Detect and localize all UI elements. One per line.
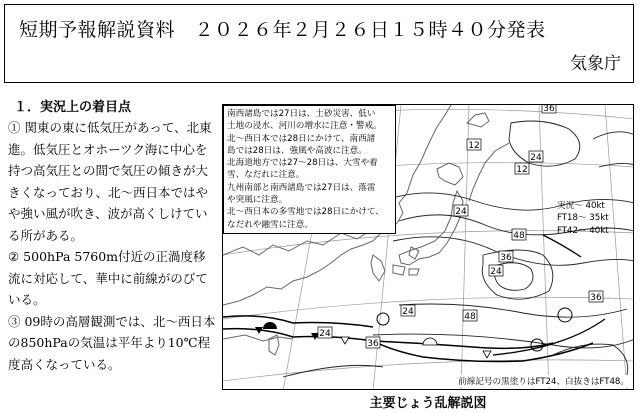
legend-line: FT18～ 35kt [557,213,609,224]
boxed-label-2 [467,139,481,151]
boxed-label-6 [512,229,526,241]
legend-line: 実況～ 40kt [557,201,605,211]
annotation-line: 北～西日本では28日にかけて、南西諸 [227,133,376,144]
weather-map [222,104,634,390]
svg-text:24: 24 [490,267,502,277]
boxed-label-12 [318,327,332,339]
svg-text:36: 36 [367,339,379,349]
boxed-label-10 [401,305,415,317]
boxed-label-11 [463,310,477,322]
boxed-label-4 [515,163,529,175]
legend-line: FT42～ 40kt [557,225,609,236]
boxed-label-5 [454,205,468,217]
boxed-label-9 [589,291,603,303]
observation-point-1: ① 関東の東に低気圧があって、北東進。低気圧とオホーツク海に中心を持つ高気圧との間で気圧の傾きが大きくなっており、北～西日本ではやや強い風が吹き、波が高くしけている所がある。 [8,120,212,243]
svg-text:12: 12 [516,165,528,175]
wind-speed-legend [557,200,629,238]
map-caption: 主要じょう乱解説図 [369,396,487,411]
annotation-line: や突風に注意。 [227,195,288,206]
annotation-line: 北海道地方では27～28日は、大雪や着 [227,158,378,169]
svg-text:36: 36 [543,105,555,114]
boxed-label-7 [499,251,513,263]
warning-annotation-box [223,105,396,234]
svg-text:36: 36 [590,293,602,303]
boxed-label-13 [366,337,380,349]
annotation-line: 九州南部と南西諸島では27日は、落雷 [227,182,376,193]
boxed-label-8 [489,265,503,277]
observation-point-3: ③ 09時の高層観測では、北～西日本の850hPaの気温は平年より10℃程度高くなっている。 [8,313,216,372]
annotation-line: 土地の浸水、河川の増水に注意・警戒。 [227,121,382,132]
svg-text:24: 24 [402,307,414,317]
svg-text:48: 48 [464,312,476,322]
annotation-line: 雪、なだれに注意。 [227,170,305,181]
svg-text:24: 24 [455,207,467,217]
svg-text:24: 24 [530,153,542,163]
annotation-line: なだれや融雪に注意。 [227,219,313,230]
section-heading: １．実況上の着目点 [14,100,132,115]
svg-text:24: 24 [319,329,331,339]
svg-text:36: 36 [500,253,512,263]
svg-text:48: 48 [513,231,525,241]
header-box [4,4,634,83]
front-symbol-note: 前線記号の黒塗りはFT24、白抜きはFT48。 [458,377,629,387]
annotation-line: 南西諸島では27日は、土砂災害、低い [227,109,376,119]
document-title: 短期予報解説資料 ２０２６年２月２６日１５時４０分発表 [19,19,546,41]
observation-section [8,96,218,375]
annotation-line: 北～西日本の多雪地では28日にかけて、 [227,207,384,218]
boxed-label-1 [542,105,556,114]
boxed-label-3 [529,151,543,163]
issuing-agency: 気象庁 [570,54,621,74]
observation-point-2: ② 500hPa 5760m付近の正渦度移流に対応して、華中に前線がのびている。 [8,249,208,307]
annotation-line: 島では28日は、強風や高波に注意。 [227,145,367,156]
svg-text:12: 12 [468,141,480,151]
